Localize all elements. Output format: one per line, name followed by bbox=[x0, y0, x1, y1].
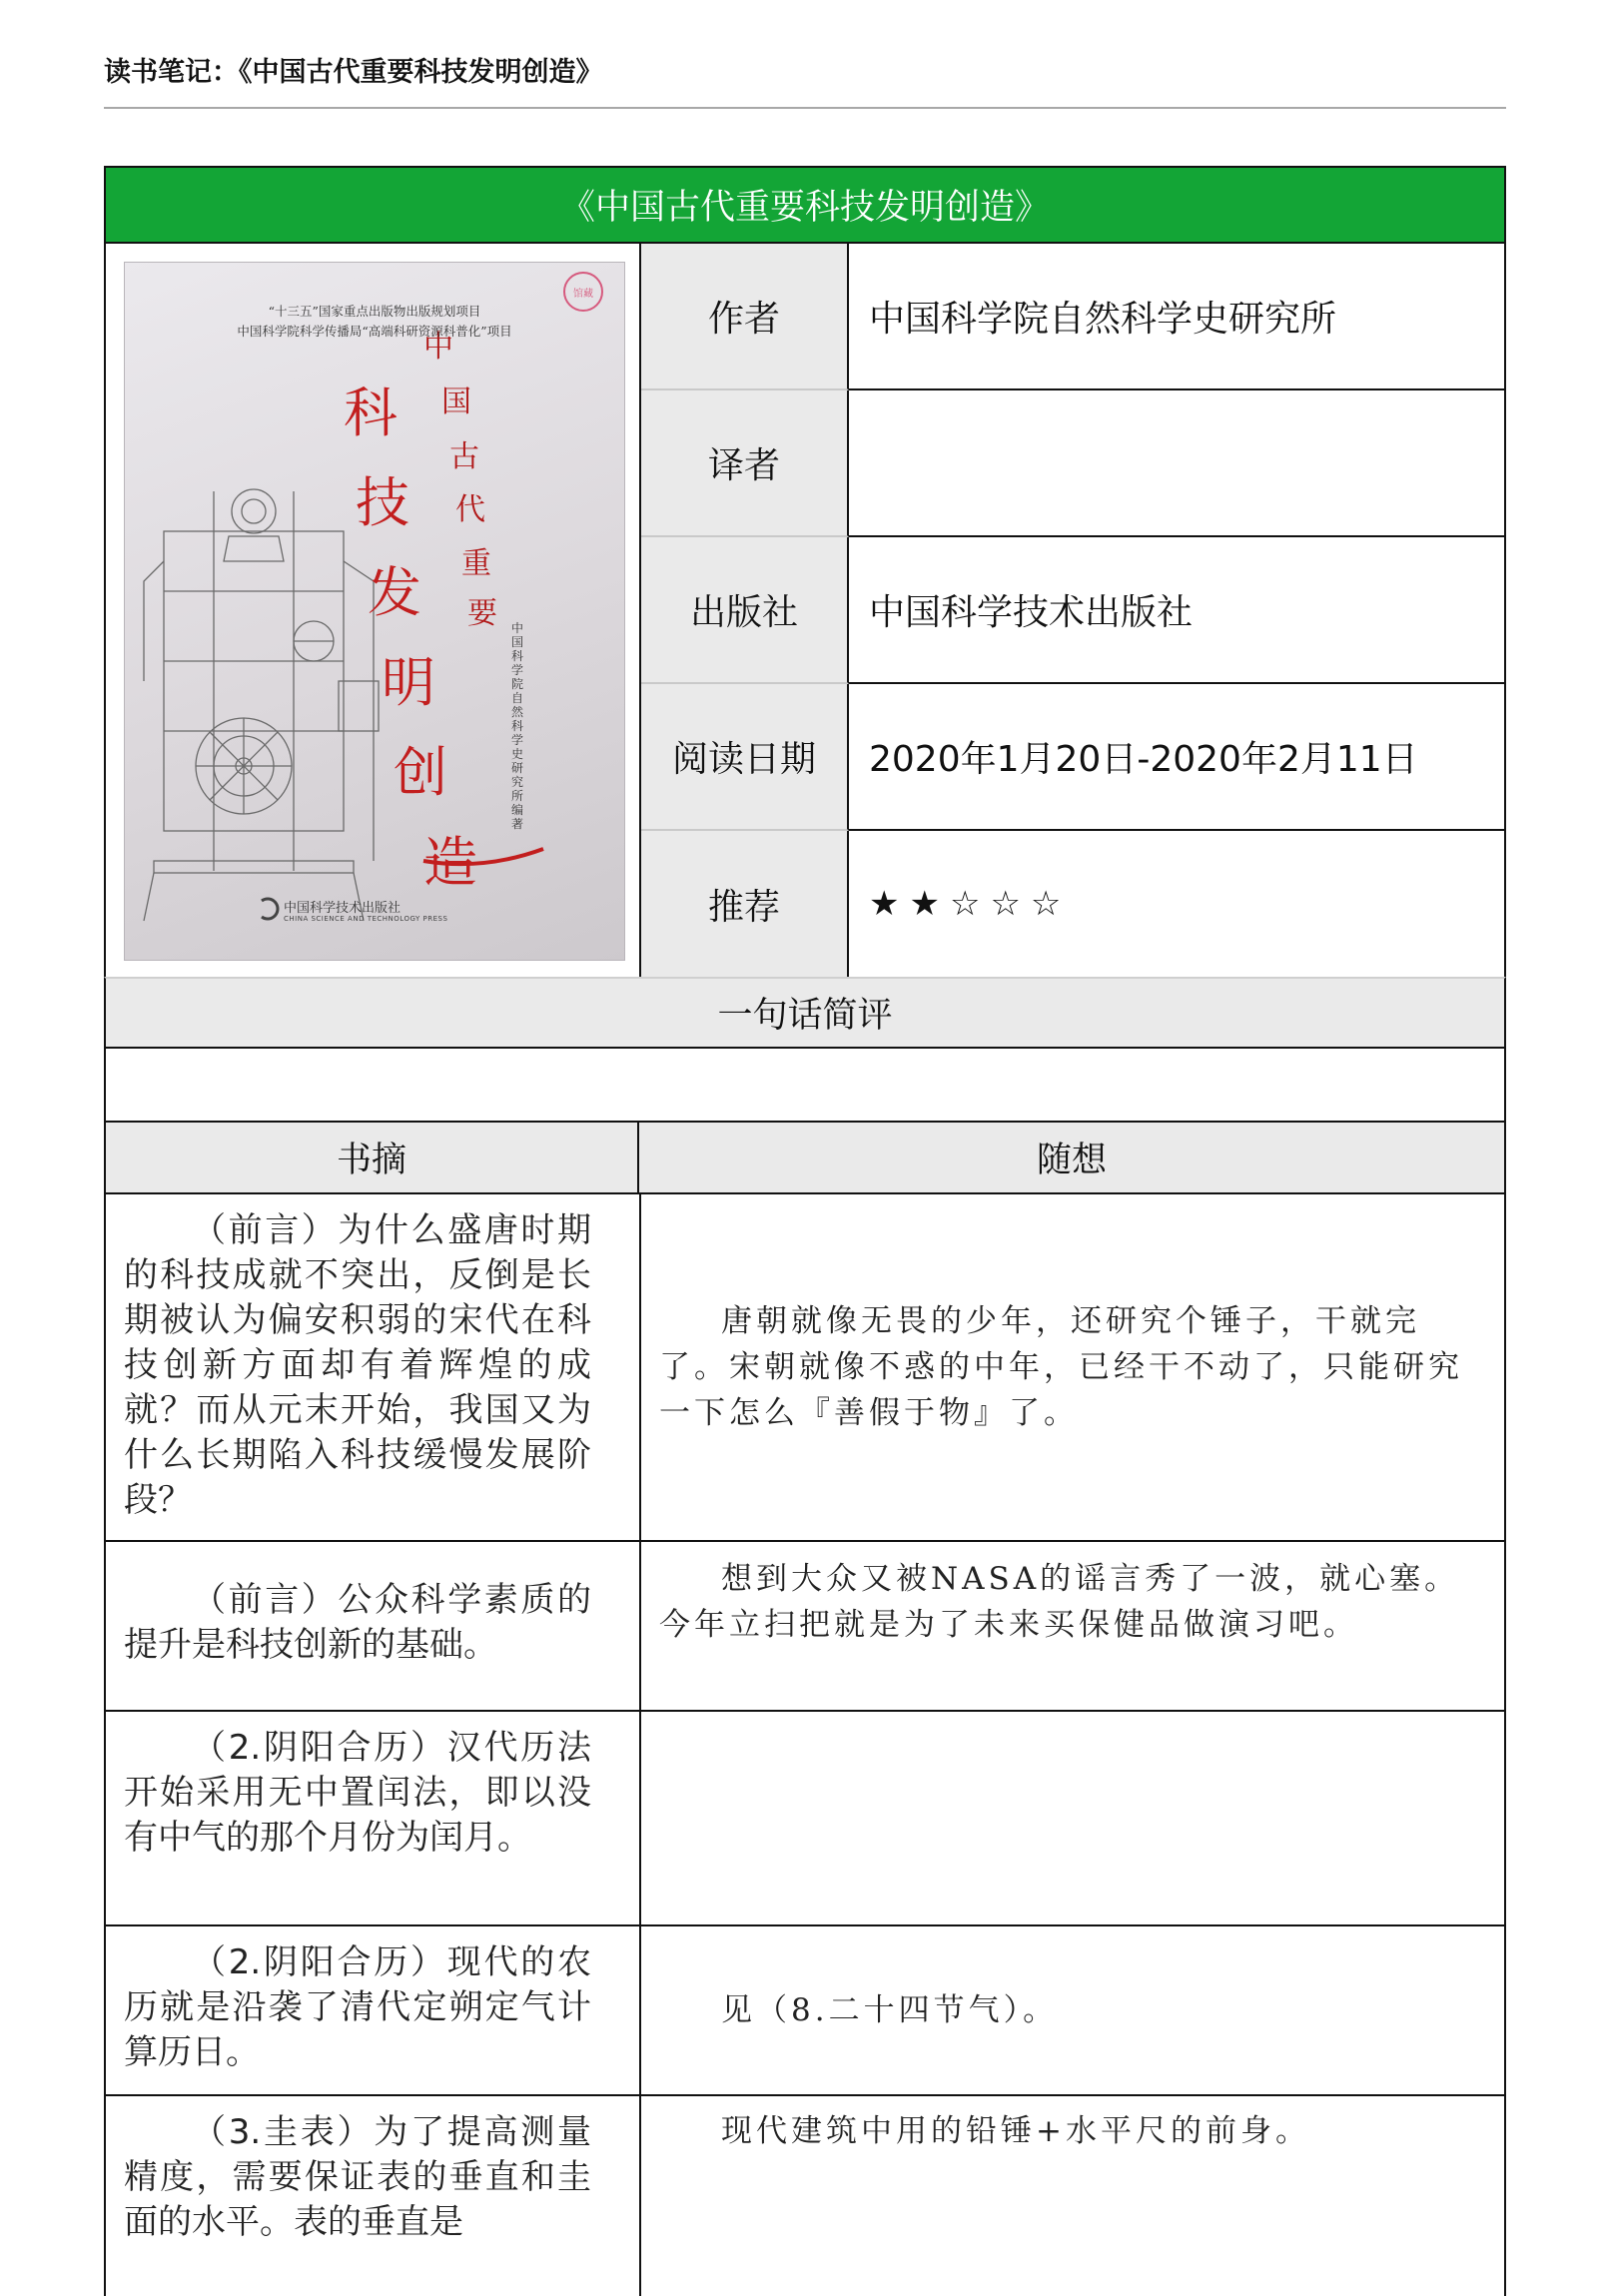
svg-text:古: 古 bbox=[449, 439, 479, 474]
book-cover-image bbox=[124, 262, 625, 961]
cover-project-line-2: 中国科学院科学传播局“高端科研资源科普化”项目 bbox=[237, 324, 512, 339]
cover-publisher-en: CHINA SCIENCE AND TECHNOLOGY PRESS bbox=[284, 915, 448, 923]
book-info-section bbox=[104, 242, 1506, 977]
excerpt-cell: （3.圭表）为了提高测量精度，需要保证表的垂直和圭面的水平。表的垂直是 bbox=[106, 2096, 641, 2296]
thought-cell bbox=[641, 2096, 1504, 2296]
publisher-label: 出版社 bbox=[641, 537, 849, 684]
review-header: 一句话简评 bbox=[104, 977, 1506, 1049]
excerpt-cell: （2.阴阳合历）汉代历法开始采用无中置闰法，即以没有中气的那个月份为闰月。 bbox=[106, 1712, 641, 1924]
table-row bbox=[104, 1542, 1506, 1712]
thought-text: 见（8.二十四节气）。 bbox=[721, 1992, 1059, 2028]
table-row bbox=[104, 2096, 1506, 2296]
reading-note-sheet bbox=[104, 166, 1506, 2296]
thoughts-column-header: 随想 bbox=[1036, 1141, 1107, 1180]
thought-text: 想到大众又被NASA的谣言秀了一波，就心塞。今年立扫把就是为了未来买保健品做演习吧。 bbox=[659, 1561, 1460, 1643]
recommend-label: 推荐 bbox=[641, 831, 849, 977]
recommend-stars: ★★☆☆☆ bbox=[869, 884, 1072, 924]
excerpt-table-header bbox=[104, 1123, 1506, 1194]
translator-label: 译者 bbox=[641, 390, 849, 537]
thought-text: 唐朝就像无畏的少年，还研究个锤子，干就完了。宋朝就像不惑的中年，已经干不动了，只能研究一下怎么『善假于物』了。 bbox=[659, 1303, 1463, 1431]
reading-date-value: 2020年1月20日-2020年2月11日 bbox=[849, 684, 1506, 831]
svg-text:造: 造 bbox=[423, 831, 477, 894]
svg-text:明: 明 bbox=[382, 651, 435, 714]
reading-date-label: 阅读日期 bbox=[641, 684, 849, 831]
thought-cell bbox=[641, 1926, 1504, 2094]
svg-text:要: 要 bbox=[467, 596, 497, 631]
excerpt-cell: （前言）公众科学素质的提升是科技创新的基础。 bbox=[106, 1542, 641, 1710]
translator-value bbox=[849, 390, 1506, 537]
page-header: 读书笔记：《中国古代重要科技发明创造》 bbox=[104, 57, 603, 88]
table-row bbox=[104, 1926, 1506, 2096]
publisher-value: 中国科学技术出版社 bbox=[849, 537, 1506, 684]
svg-text:中: 中 bbox=[423, 330, 453, 365]
cover-artwork bbox=[124, 262, 625, 961]
thought-text: 现代建筑中用的铅锤+水平尺的前身。 bbox=[721, 2113, 1310, 2149]
cover-project-line-1: “十三五”国家重点出版物出版规划项目 bbox=[268, 304, 481, 319]
svg-text:代: 代 bbox=[455, 492, 485, 527]
svg-text:国: 国 bbox=[441, 384, 471, 419]
table-row bbox=[104, 1194, 1506, 1542]
library-stamp: 馆藏 bbox=[563, 272, 603, 312]
excerpt-column-header: 书摘 bbox=[106, 1123, 639, 1192]
thought-cell bbox=[641, 1542, 1504, 1710]
excerpt-cell: （前言）为什么盛唐时期的科技成就不突出，反倒是长期被认为偏安积弱的宋代在科技创新方面却有着辉煌的成就？而从元末开始，我国又为什么长期陷入科技缓慢发展阶段？ bbox=[106, 1194, 641, 1540]
thought-cell bbox=[641, 1712, 1504, 1924]
cover-cell bbox=[106, 244, 641, 977]
cover-publisher: 中国科学技术出版社 bbox=[284, 901, 401, 916]
book-title-bar: 《中国古代重要科技发明创造》 bbox=[104, 166, 1506, 242]
author-label: 作者 bbox=[641, 244, 849, 390]
cover-editor: 中国科学院自然科学史研究所 编著 bbox=[511, 621, 524, 831]
table-row bbox=[104, 1712, 1506, 1926]
review-text-cell bbox=[104, 1049, 1506, 1123]
excerpt-cell: （2.阴阳合历）现代的农历就是沿袭了清代定朔定气计算历日。 bbox=[106, 1926, 641, 2094]
author-value: 中国科学院自然科学史研究所 bbox=[849, 244, 1506, 390]
header-divider bbox=[104, 107, 1506, 109]
svg-text:技: 技 bbox=[356, 471, 409, 534]
svg-text:发: 发 bbox=[368, 561, 421, 624]
thought-cell bbox=[641, 1194, 1504, 1540]
svg-text:科: 科 bbox=[344, 382, 398, 444]
svg-text:创: 创 bbox=[394, 741, 447, 804]
svg-text:重: 重 bbox=[461, 546, 491, 581]
